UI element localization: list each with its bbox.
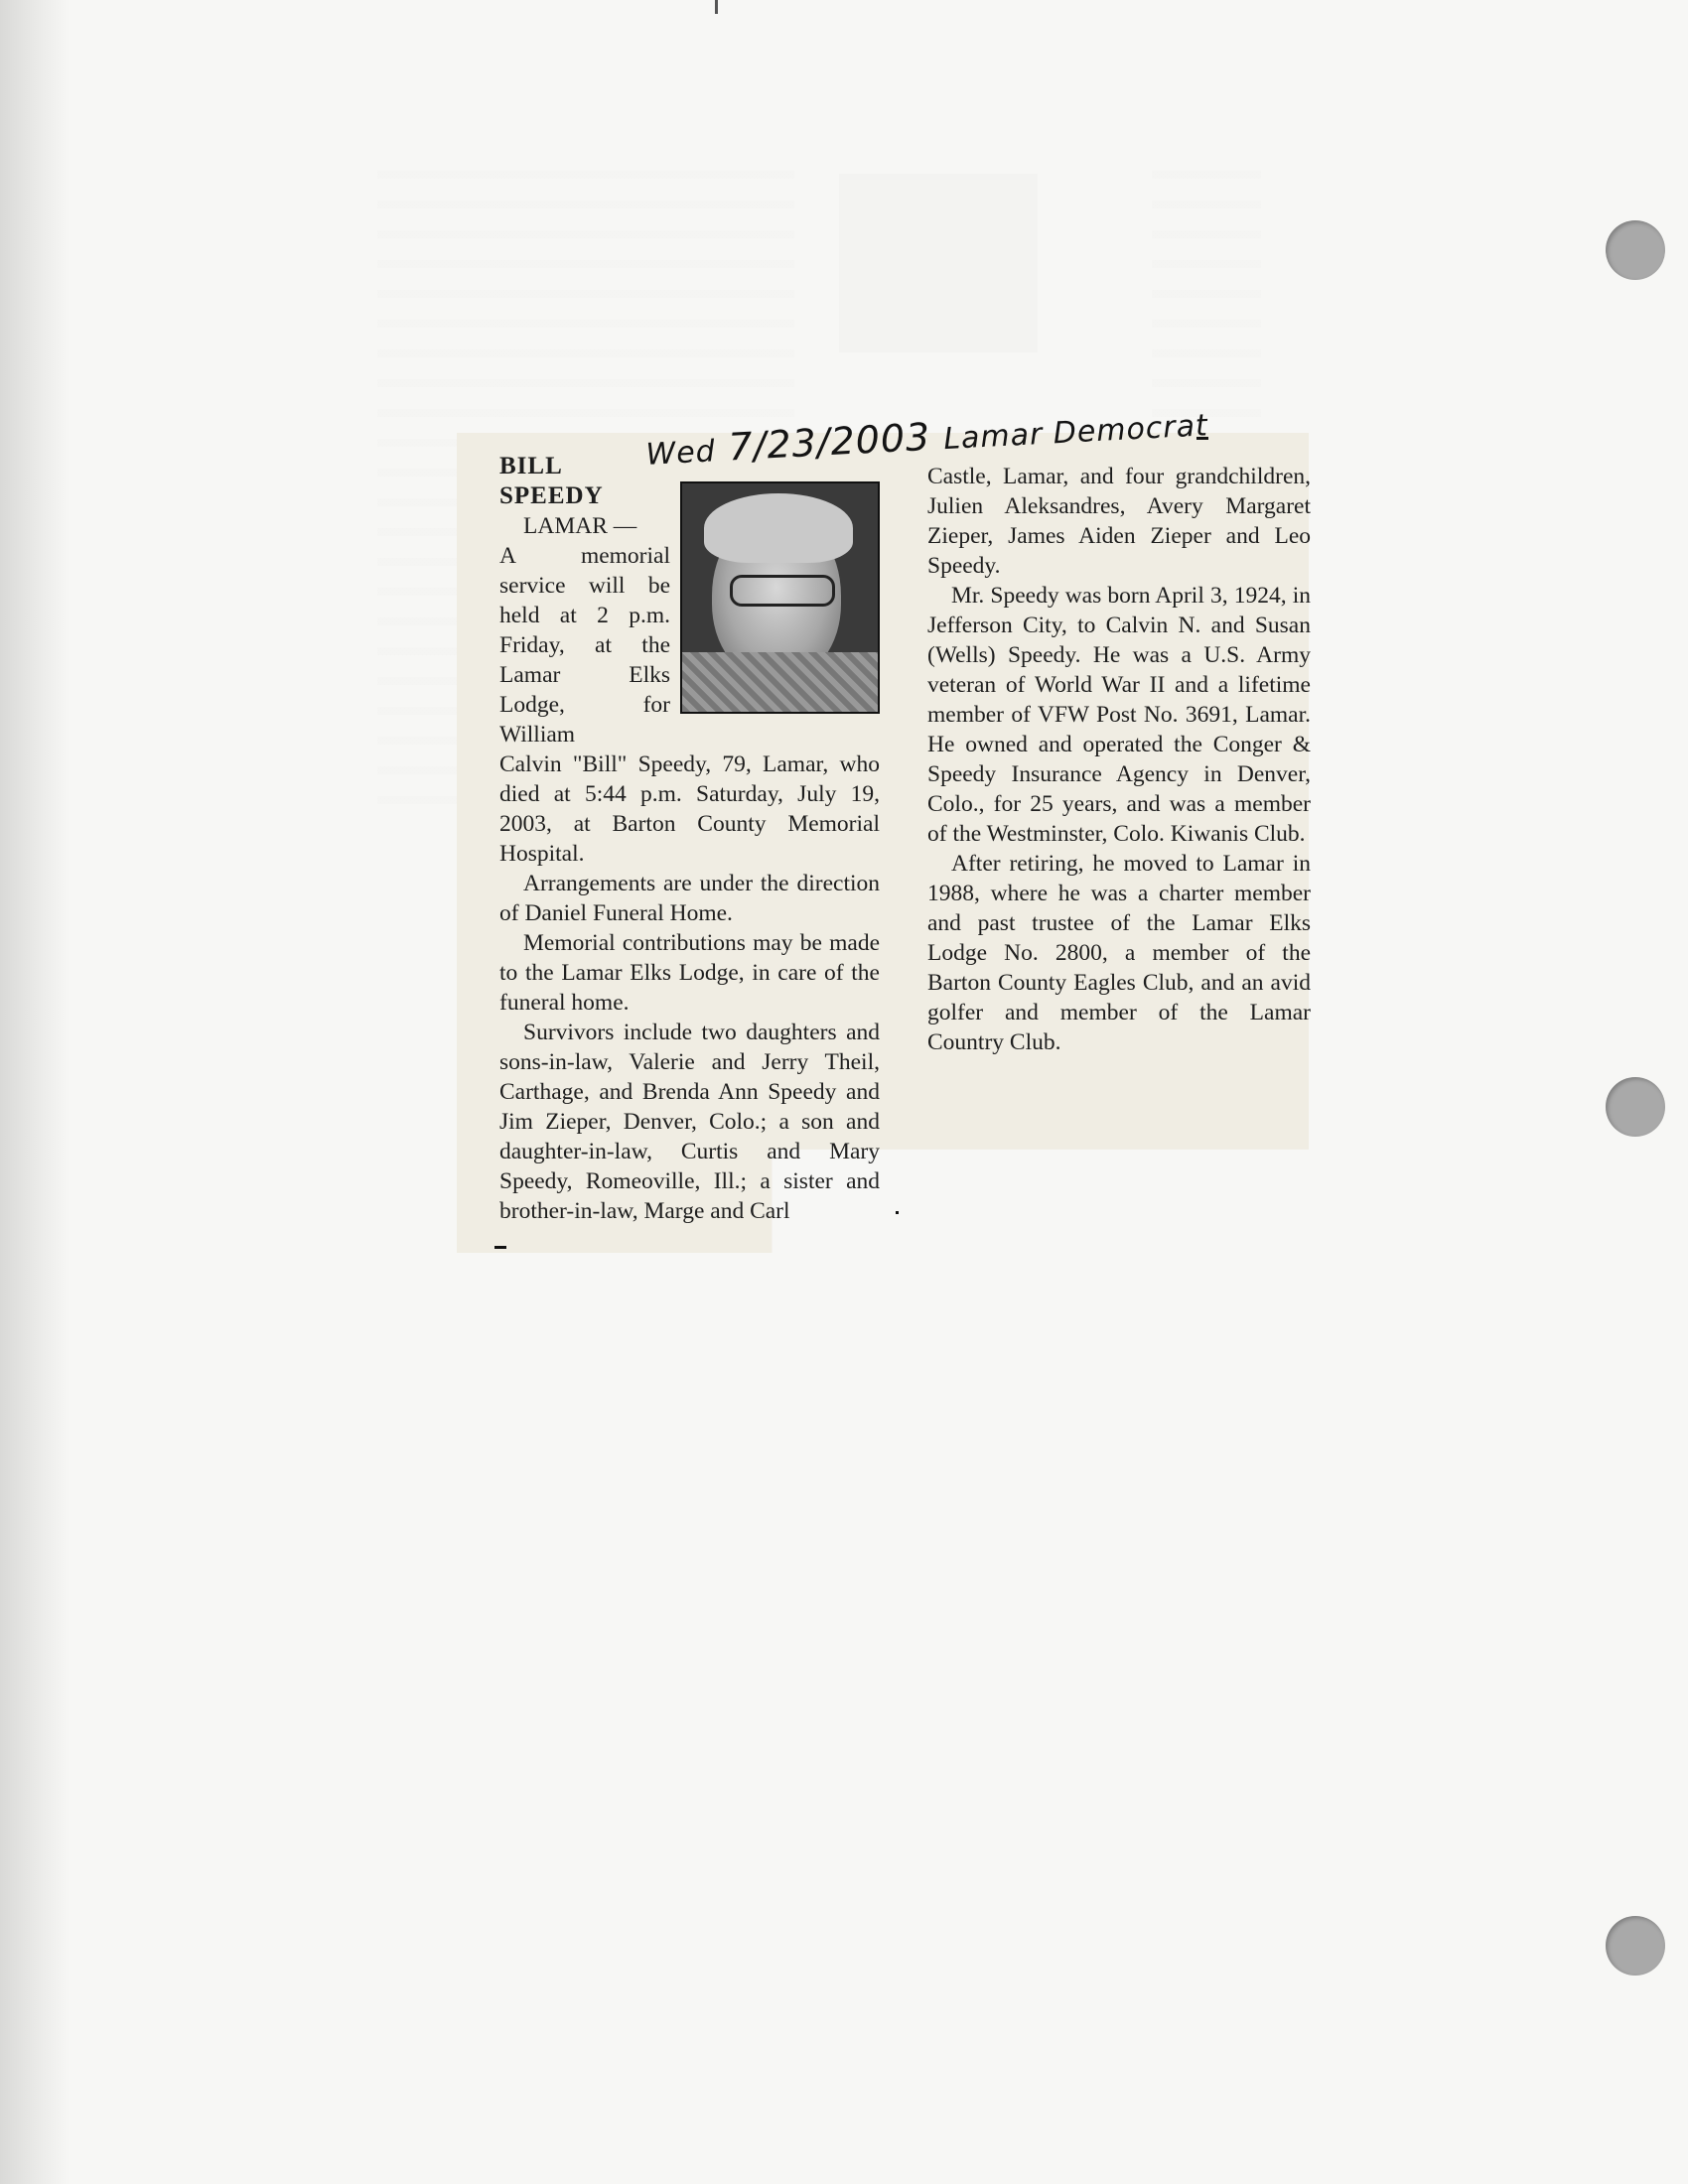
obituary-headline: BILL SPEEDY [499,453,604,509]
portrait-hair [704,493,853,563]
binder-punch-hole-bottom [1606,1916,1665,1976]
col1-line: William [499,722,576,748]
col1-line: Friday, at the [499,632,670,658]
col1-line: A memorial [499,543,670,569]
binder-punch-hole-top [1606,220,1665,280]
binder-punch-hole-middle [1606,1077,1665,1137]
clipping-cut-mark [494,1246,506,1249]
obituary-column-2 [927,452,1311,1057]
portrait-glasses [730,575,835,607]
scan-mark [715,0,718,14]
obituary-survivors-continued: Castle, Lamar, and four grandchildren, Julien Aleksandres, Avery Margaret Zieper, James Aiden Zieper and Leo Speedy. [927,464,1311,579]
col1-line: Lamar Elks [499,662,670,688]
obituary-column-1 [499,452,880,1226]
obituary-opening-tail: Calvin "Bill" Speedy, 79, Lamar, who died at 5:44 p.m. Saturday, July 19, 2003, at Barton County Memorial Hospital. [499,751,880,867]
handwritten-date: 7/23/2003 [727,414,932,470]
obituary-survivors: Survivors include two daughters and sons-in-law, Valerie and Jerry Theil, Carthage, and Brenda Ann Speedy and Jim Zieper, Denver, Colo.; a son and daughter-in-law, Curtis and Mary Speedy, Romeoville, Ill.; a sister and brother-in-law, Marge and Carl [499,1020,880,1224]
obituary-photo [680,481,880,714]
obituary-arrangements: Arrangements are under the direction of Daniel Funeral Home. [499,871,880,926]
col1-line: Lodge, for [499,692,670,718]
obituary-retirement: After retiring, he moved to Lamar in 1988, where he was a charter member and past trustee of the Lamar Elks Lodge No. 2800, a member of the Barton County Eagles Club, and an avid golfer and member of the Lamar Country Club. [927,851,1311,1055]
obituary-memorial-contributions: Memorial contributions may be made to the Lamar Elks Lodge, in care of the funeral home. [499,930,880,1016]
scan-edge-shadow [0,0,70,2184]
handwritten-day: Wed [644,434,717,473]
clipping-cut-mark [896,1211,899,1214]
reverse-side-photo-bleed [839,174,1038,352]
reverse-side-bleed-through-right [1152,149,1261,427]
col1-line: held at 2 p.m. [499,603,670,628]
obituary-dateline: LAMAR — [523,513,637,539]
col1-line: service will be [499,573,670,599]
handwritten-paper-name: Lamar Democrat [942,408,1209,458]
portrait-shirt [682,652,878,712]
obituary-biography: Mr. Speedy was born April 3, 1924, in Jefferson City, to Calvin N. and Susan (Wells) Speedy. He was a U.S. Army veteran of World War II and a lifetime member of VFW Post No. 3691, Lamar. He owned and operated the Conger & Speedy Insurance Agency in Denver, Colo., for 25 years, and was a member of the Westminster, Colo. Kiwanis Club. [927,583,1311,847]
